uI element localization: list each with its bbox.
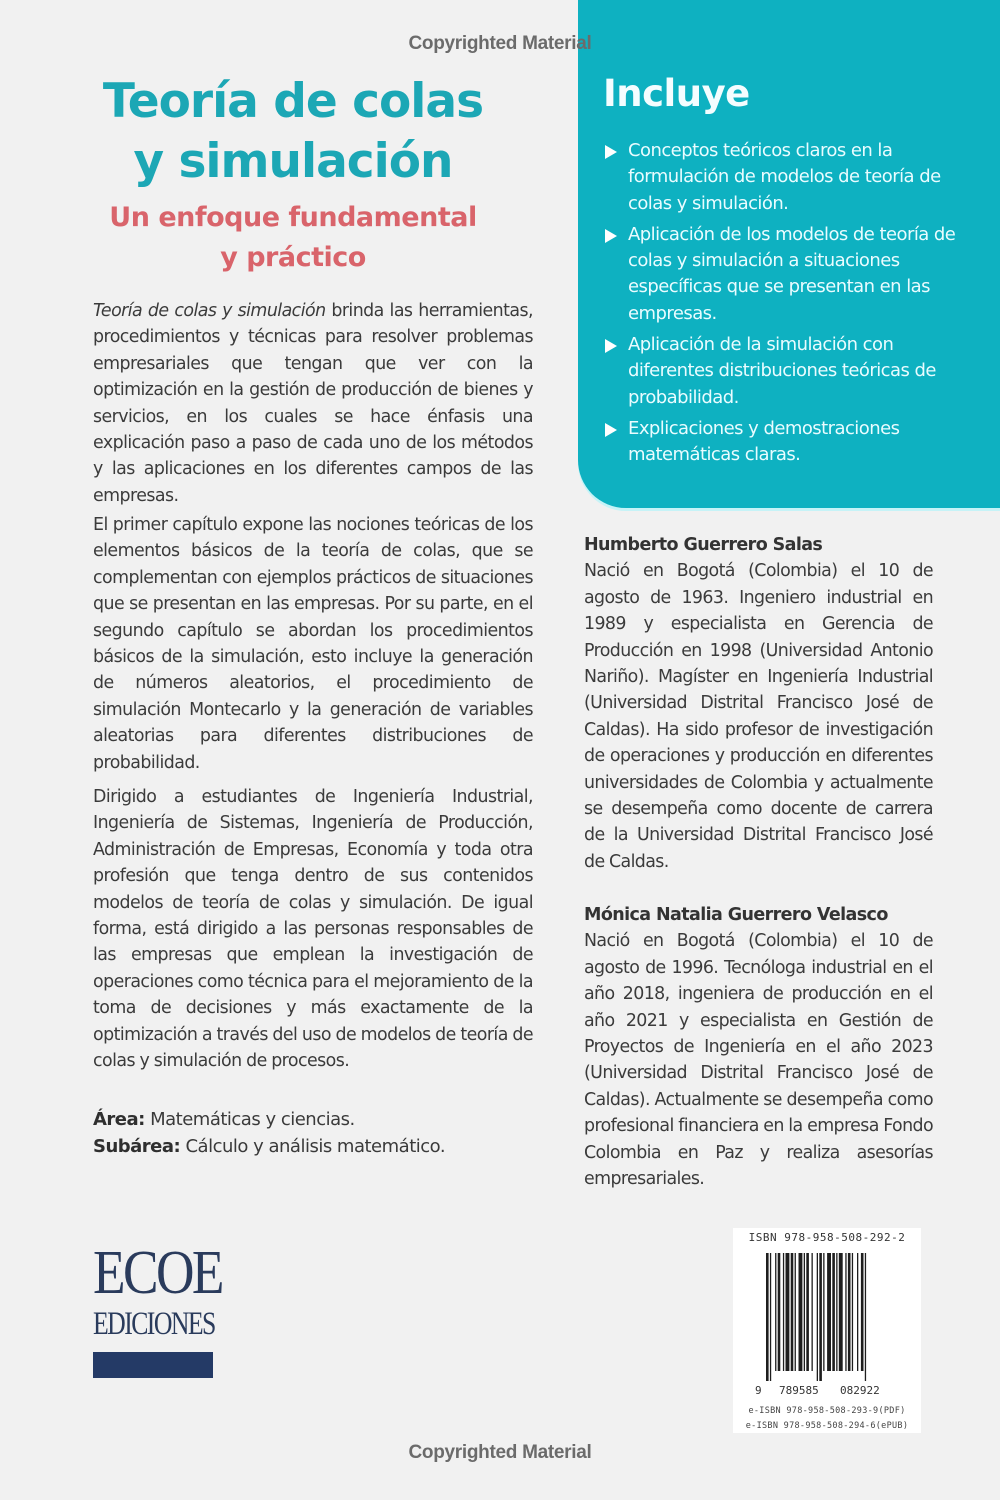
- barcode-bar: [804, 1253, 805, 1371]
- includes-item-text: Conceptos teóricos claros en la formulación de modelos de teoría de colas y simulación.: [628, 140, 941, 214]
- barcode-bar: [861, 1253, 864, 1371]
- subarea-value: Cálculo y análisis matemático.: [180, 1136, 446, 1157]
- barcode-bar: [817, 1253, 818, 1381]
- book-subtitle: [93, 198, 493, 278]
- barcode-bar: [857, 1253, 858, 1371]
- author-bio-2: [584, 902, 933, 1192]
- barcode-bar: [827, 1253, 831, 1371]
- includes-item-text: Aplicación de los modelos de teoría de colas y simulación a situaciones específicas que se presentan en las empresas.: [628, 223, 956, 324]
- book-title-line-2: y simulación: [133, 134, 453, 189]
- barcode-bar: [832, 1253, 835, 1371]
- area-label: Área:: [93, 1109, 145, 1130]
- author-bio-text: Nació en Bogotá (Colombia) el 10 de agosto de 1996. Tecnóloga industrial en el año 2018, ingeniera de producción en el año 2021 y especialista en Gestión de Proyectos de Ingeniería en el año 2023 (Universidad Distrital Francisco José de Caldas). Actualmente se desempeña como profesional financiera en la empresa Fondo Colombia en Paz y realiza asesorías empresariales.: [584, 931, 933, 1190]
- author-name: Mónica Natalia Guerrero Velasco: [584, 905, 888, 925]
- author-bio-1: [584, 532, 933, 875]
- description-paragraph-3: [93, 784, 533, 1074]
- barcode-bar: [819, 1253, 822, 1381]
- barcode-bar: [806, 1253, 809, 1371]
- barcode-bar: [770, 1253, 771, 1381]
- barcode-bar: [795, 1253, 796, 1371]
- barcode-bar: [766, 1253, 769, 1381]
- includes-list: [603, 138, 983, 474]
- publisher-logo-bar: [93, 1352, 213, 1378]
- book-title-italic: Teoría de colas y simulación: [93, 301, 326, 321]
- barcode-bar: [786, 1253, 790, 1371]
- includes-item-text: Aplicación de la simulación con diferentes distribuciones teóricas de probabilidad.: [628, 334, 936, 408]
- bullet-triangle-icon: [605, 339, 617, 353]
- includes-item: [603, 138, 983, 217]
- isbn-label: ISBN 978-958-508-292-2: [748, 1231, 906, 1244]
- book-title-line-1: Teoría de colas: [102, 74, 484, 129]
- barcode-bar: [783, 1253, 784, 1371]
- barcode-digits-group-1: 789585: [779, 1384, 819, 1397]
- isbn-barcode-block: [733, 1228, 921, 1433]
- subject-classification: [93, 1106, 445, 1160]
- barcode-bar: [823, 1253, 824, 1371]
- publisher-logo: [93, 1239, 222, 1378]
- publisher-logo-ediciones: EDICIONES: [93, 1306, 215, 1342]
- barcode-bar: [839, 1253, 843, 1371]
- copyright-watermark-top: Copyrighted Material: [408, 33, 592, 54]
- publisher-logo-ecoe: ECOE: [93, 1239, 222, 1307]
- barcode-bar: [791, 1253, 794, 1371]
- bullet-triangle-icon: [605, 229, 617, 243]
- barcode-bar: [852, 1253, 853, 1371]
- eisbn-pdf: e-ISBN 978-958-508-293-9(PDF): [748, 1406, 906, 1416]
- barcode-bar: [799, 1253, 803, 1371]
- barcode-bar: [865, 1253, 866, 1381]
- area-value: Matemáticas y ciencias.: [144, 1109, 355, 1130]
- book-title: [93, 72, 493, 192]
- barcode-bar: [775, 1253, 776, 1371]
- copyright-watermark-bottom: Copyrighted Material: [408, 1442, 592, 1463]
- barcode-bar: [845, 1253, 846, 1371]
- subarea-label: Subárea:: [93, 1136, 181, 1157]
- barcode-digit-first: 9: [755, 1384, 762, 1397]
- author-bio-text: Nació en Bogotá (Colombia) el 10 de agosto de 1963. Ingeniero industrial en 1989 y especialista en Gerencia de Producción en 1998 (Universidad Antonio Nariño). Magíster en Ingeniería Industrial (Universidad Distrital Francisco José de Caldas). Ha sido profesor de investigación de operaciones y producción en diferentes universidades de Colombia y actualmente se desempeña como docente de carrera de la Universidad Distrital Francisco José de Caldas.: [584, 561, 933, 872]
- barcode-icon: [766, 1253, 898, 1383]
- book-subtitle-line-2: y práctico: [220, 242, 366, 273]
- bullet-triangle-icon: [605, 423, 617, 437]
- description-paragraph-2-text: El primer capítulo expone las nociones teóricas de los elementos básicos de la teoría de colas, que se complementan con ejemplos prácticos de situaciones que se presentan en las empresas. Por su parte, en el segundo capítulo se abordan los procedimientos básicos de la simulación, esto incluye la generación de números aleatorios, el procedimiento de simulación Montecarlo y la generación de variables aleatorias para diferentes distribuciones de probabilidad.: [93, 515, 533, 773]
- includes-panel: [578, 0, 1000, 508]
- description-paragraph-3-text: Dirigido a estudiantes de Ingeniería Industrial, Ingeniería de Sistemas, Ingeniería de Producción, Administración de Empresas, Economía y toda otra profesión que tenga dentro de sus contenidos modelos de teoría de colas y simulación. De igual forma, está dirigido a las personas responsables de las empresas que emplean la investigación de operaciones como técnica para el mejoramiento de la toma de decisiones y más exactamente de la optimización a través del uso de modelos de teoría de colas y simulación de procesos.: [93, 787, 533, 1072]
- includes-item-text: Explicaciones y demostraciones matemáticas claras.: [628, 417, 900, 466]
- includes-item: [603, 332, 983, 411]
- subarea-line: [93, 1133, 445, 1160]
- description-paragraph-1: [93, 298, 533, 509]
- includes-title: Incluye: [603, 72, 750, 115]
- bullet-triangle-icon: [605, 145, 617, 159]
- barcode-bar: [778, 1253, 781, 1371]
- description-paragraph-1-text: brinda las herramientas, procedimientos y técnicas para resolver problemas empresariales que tengan que ver con la optimización en la gestión de producción de bienes y servicios, en los cuales se hace énfasis una explicación paso a paso de cada uno de los métodos y las aplicaciones en los diferentes campos de las empresas.: [93, 301, 533, 506]
- barcode-bar: [812, 1253, 813, 1371]
- includes-item: [603, 416, 983, 469]
- barcode-digits-group-2: 082922: [840, 1384, 880, 1397]
- barcode-bar: [848, 1253, 851, 1371]
- includes-item: [603, 222, 983, 327]
- author-name: Humberto Guerrero Salas: [584, 535, 823, 555]
- barcode-bar: [836, 1253, 837, 1371]
- area-line: [93, 1106, 445, 1133]
- description-paragraph-2: [93, 512, 533, 776]
- book-subtitle-line-1: Un enfoque fundamental: [109, 202, 477, 233]
- eisbn-epub: e-ISBN 978-958-508-294-6(ePUB): [745, 1421, 909, 1431]
